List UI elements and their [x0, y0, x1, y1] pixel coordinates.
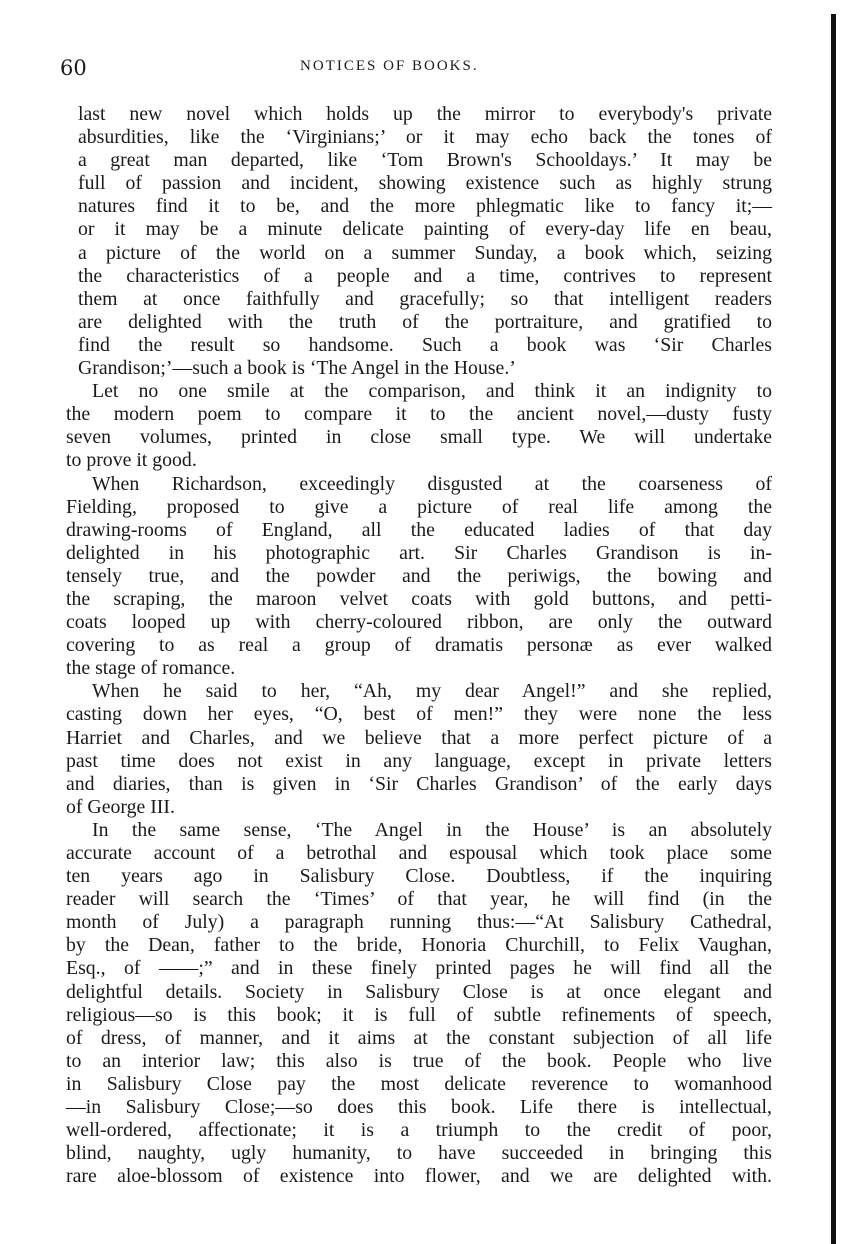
text-line: Esq., of ——;” and in these finely printed pages he will find all the	[66, 957, 772, 980]
text-line: coats looped up with cherry-coloured ribbon, are only the outward	[66, 611, 772, 634]
text-line: absurdities, like the ‘Virginians;’ or it may echo back the tones of	[78, 126, 772, 149]
text-line: rare aloe-blossom of existence into flower, and we are delighted with.	[66, 1165, 772, 1188]
text-line: and diaries, than is given in ‘Sir Charles Grandison’ of the early days	[66, 772, 772, 795]
text-line: Let no one smile at the comparison, and think it an indignity to	[92, 380, 772, 403]
text-line: full of passion and incident, showing existence such as highly strung	[78, 172, 772, 195]
text-line: drawing-rooms of England, all the educated ladies of that day	[66, 518, 772, 541]
text-line: past time does not exist in any language, except in private letters	[66, 749, 772, 772]
text-line: ten years ago in Salisbury Close. Doubtless, if the inquiring	[66, 865, 772, 888]
text-line: of George III.	[66, 795, 175, 818]
text-line: to prove it good.	[66, 449, 197, 472]
text-line: well-ordered, affectionate; it is a triumph to the credit of poor,	[66, 1119, 772, 1142]
text-line: Harriet and Charles, and we believe that a more perfect picture of a	[66, 726, 772, 749]
text-line: religious—so is this book; it is full of subtle refinements of speech,	[66, 1003, 772, 1026]
text-line: the scraping, the maroon velvet coats with gold buttons, and petti-	[66, 587, 772, 610]
running-title: NOTICES OF BOOKS.	[300, 58, 479, 74]
text-line: delightful details. Society in Salisbury Close is at once elegant and	[66, 980, 772, 1003]
text-line: seven volumes, printed in close small type. We will undertake	[66, 426, 772, 449]
text-line: Fielding, proposed to give a picture of real life among the	[66, 495, 772, 518]
text-line: accurate account of a betrothal and espousal which took place some	[66, 842, 772, 864]
text-line: delighted in his photographic art. Sir Charles Grandison is in-	[66, 541, 772, 564]
text-line: the characteristics of a people and a time, contrives to represent	[78, 264, 772, 287]
text-line: are delighted with the truth of the portraiture, and gratified to	[78, 310, 772, 333]
text-line: a picture of the world on a summer Sunday, a book which, seizing	[78, 241, 772, 264]
text-line: last new novel which holds up the mirror to everybody's private	[78, 103, 772, 125]
text-line: When he said to her, “Ah, my dear Angel!” and she replied,	[92, 680, 772, 703]
text-line: to an interior law; this also is true of the book. People who live	[66, 1049, 772, 1072]
text-line: blind, naughty, ugly humanity, to have succeeded in bringing this	[66, 1142, 772, 1165]
text-line: the stage of romance.	[66, 657, 236, 680]
text-line: the modern poem to compare it to the ancient novel,—dusty fusty	[66, 403, 772, 426]
text-line: find the result so handsome. Such a book was ‘Sir Charles	[78, 333, 772, 356]
text-line: of dress, of manner, and it aims at the constant subjection of all life	[66, 1026, 772, 1049]
text-line: or it may be a minute delicate painting of every-day life en beau,	[78, 218, 772, 241]
text-line: month of July) a paragraph running thus:—“At Salisbury Cathedral,	[66, 911, 772, 934]
text-line: In the same sense, ‘The Angel in the House’ is an absolutely	[92, 818, 772, 841]
text-line: When Richardson, exceedingly disgusted at the coarseness of	[92, 472, 772, 495]
text-line: —in Salisbury Close;—so does this book. Life there is intellectual,	[66, 1096, 772, 1119]
body-text	[66, 103, 772, 1188]
page-number: 60	[60, 56, 87, 80]
text-line: covering to as real a group of dramatis personæ as ever walked	[66, 634, 772, 657]
text-line: Grandison;’—such a book is ‘The Angel in the House.’	[78, 357, 516, 380]
text-line: casting down her eyes, “O, best of men!” they were none the less	[66, 703, 772, 726]
text-line: in Salisbury Close pay the most delicate reverence to womanhood	[66, 1072, 772, 1095]
page-edge-rule	[831, 14, 836, 1244]
text-line: reader will search the ‘Times’ of that year, he will find (in the	[66, 888, 772, 911]
text-line: a great man departed, like ‘Tom Brown's Schooldays.’ It may be	[78, 149, 772, 172]
text-line: them at once faithfully and gracefully; so that intelligent readers	[78, 287, 772, 310]
text-line: by the Dean, father to the bride, Honoria Churchill, to Felix Vaughan,	[66, 934, 772, 957]
text-line: tensely true, and the powder and the periwigs, the bowing and	[66, 564, 772, 587]
text-line: natures find it to be, and the more phlegmatic like to fancy it;—	[78, 195, 772, 218]
